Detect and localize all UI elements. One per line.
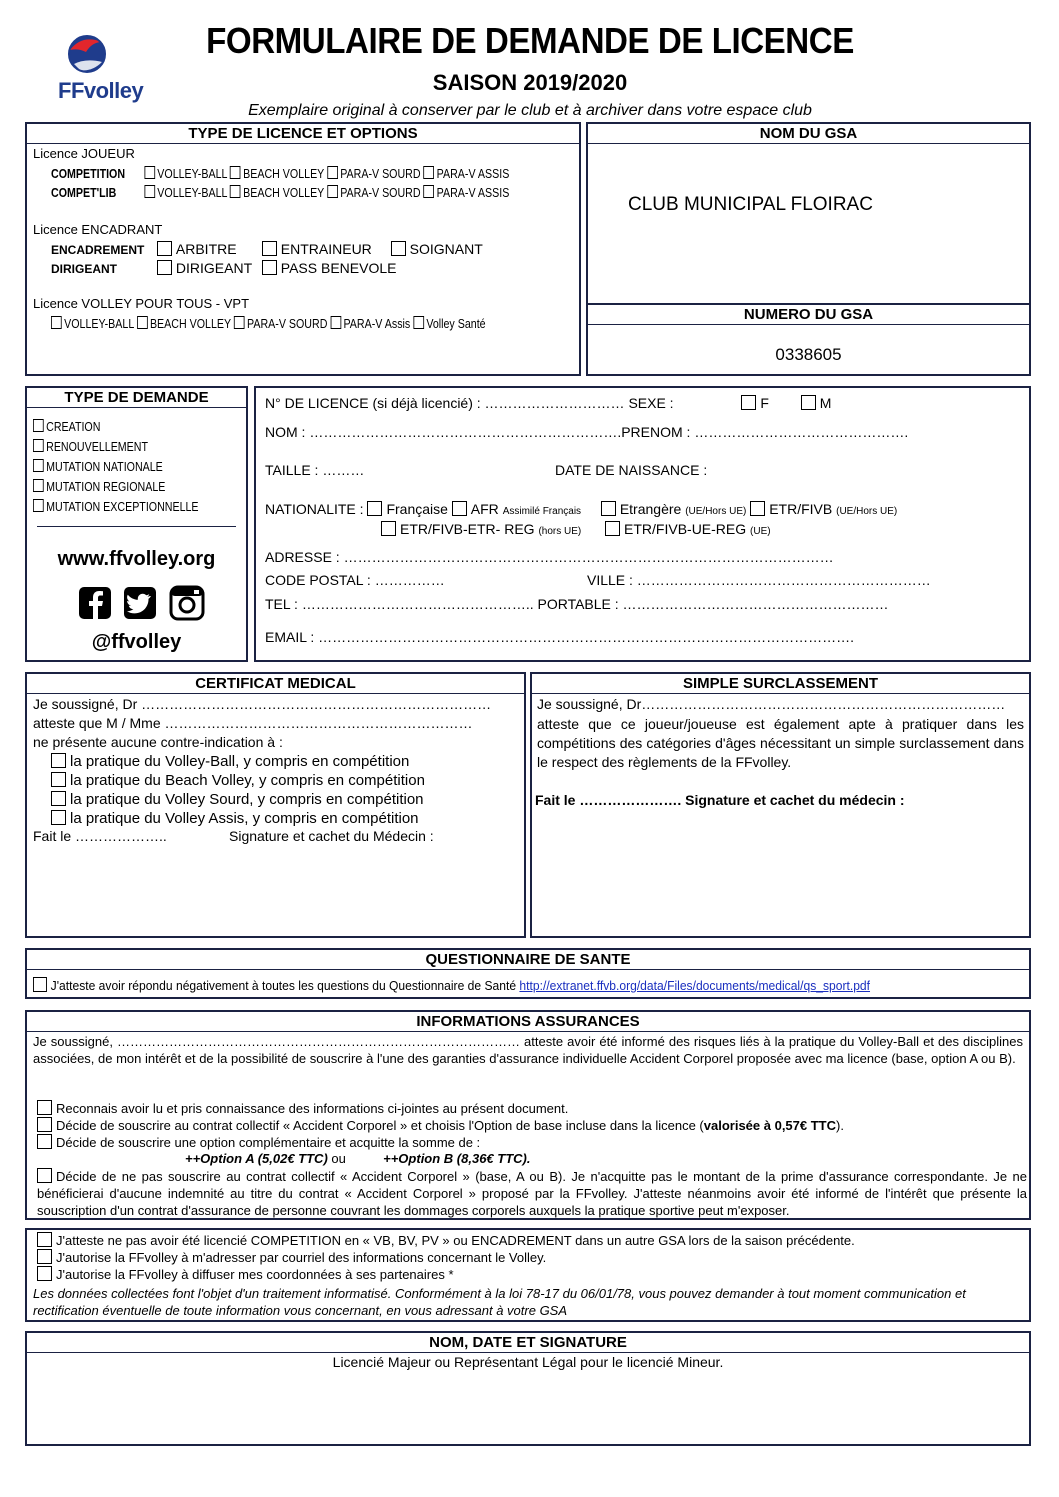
option-label: ENTRAINEUR (280, 241, 372, 257)
etr-fivb-ue-reg-checkbox[interactable] (605, 521, 620, 536)
surcl-text: atteste que ce joueur/joueuse est également apte à pratiquer dans les compétitions des catégories d'âges nécessitant un simple surclassement dans le respect des règlements de la FFvolley. (537, 716, 1024, 770)
licence-joueur-label: Licence JOUEUR (33, 146, 135, 161)
option-label: ARBITRE (175, 241, 237, 257)
identity-section (254, 386, 1031, 662)
adresse-field[interactable]: ADRESSE : …………………………………………………………………………………………… (265, 549, 834, 565)
signature-text: Licencié Majeur ou Représentant Légal pour le licencié Mineur. (332, 1354, 724, 1370)
cert-option-beach (51, 772, 425, 789)
item-text: J'autorise la FFvolley à diffuser mes coordonnées à ses partenaires * (56, 1267, 454, 1282)
divider (27, 1352, 1029, 1353)
nationalite-row-2 (381, 521, 771, 537)
option-label: BEACH VOLLEY (243, 185, 325, 200)
option-note: (UE) (750, 526, 771, 537)
competition-label: COMPETITION (51, 166, 126, 181)
cert-line-doctor[interactable]: Je soussigné, Dr ………………………………………………………………… (33, 696, 492, 712)
social-handle: @ffvolley (91, 631, 182, 653)
competlib-volleyball-checkbox[interactable] (144, 185, 155, 198)
assurance-section (25, 1010, 1031, 1220)
option-label: BEACH VOLLEY (149, 316, 231, 331)
attestation-2 (37, 1249, 546, 1265)
vpt-parav-assis-checkbox[interactable] (330, 316, 341, 329)
facebook-icon[interactable] (79, 587, 111, 619)
cert-volleyball-checkbox[interactable] (51, 753, 66, 768)
rgpd-note: Les données collectées font l'objet d'un traitement informatisé. Conformément à la loi 78-17 du 06/01/78, vous pouvez demander à tout moment communication et rectification éventuelle de toute information vous concernant, en vous adressant à votre GSA (33, 1286, 966, 1318)
assurance-item-1 (37, 1100, 568, 1116)
gsa-name-heading: NOM DU GSA (588, 124, 1029, 144)
demande-mutation-nationale (33, 459, 163, 474)
option-label: VOLLEY-BALL (157, 185, 228, 200)
option-label: CREATION (46, 419, 101, 434)
option-label: PARA-V SOURD (340, 166, 421, 181)
mutation-nationale-checkbox[interactable] (33, 459, 44, 472)
etrangere-checkbox[interactable] (601, 501, 616, 516)
questionnaire-link[interactable]: http://extranet.ffvb.org/data/Files/documents/medical/qs_sport.pdf (519, 978, 871, 993)
option-label: RENOUVELLEMENT (46, 439, 149, 454)
signature-area[interactable] (27, 1373, 1029, 1444)
cert-option-volleyball (51, 753, 409, 770)
licence-encadrant-label: Licence ENCADRANT (33, 222, 163, 237)
option-label: Volley Santé (426, 316, 486, 331)
item-text: Reconnais avoir lu et pris connaissance des informations ci-jointes au présent document. (56, 1101, 569, 1116)
sante-heading: QUESTIONNAIRE DE SANTE (27, 950, 1029, 970)
ffvolley-logo (52, 28, 144, 106)
cert-line-patient[interactable]: atteste que M / Mme ………………………………………………………… (33, 715, 473, 731)
gsa-number-heading: NUMERO DU GSA (588, 305, 1029, 325)
option-label: la pratique du Beach Volley, y compris en compétition (70, 772, 425, 789)
option-label: VOLLEY-BALL (64, 316, 134, 331)
item-text: Décide de souscrire une option complémentaire et acquitte la somme de : (56, 1135, 481, 1150)
taille-field[interactable]: TAILLE : ……… (265, 462, 365, 478)
encadrement-label: ENCADREMENT (51, 243, 145, 257)
option-or: ou (331, 1151, 346, 1166)
mutation-exceptionnelle-checkbox[interactable] (33, 499, 44, 512)
option-label: ETR/FIVB-ETR- REG (400, 521, 535, 537)
attestation-1-checkbox[interactable] (37, 1232, 52, 1247)
afr-checkbox[interactable] (452, 501, 467, 516)
competition-parav-assis-checkbox[interactable] (424, 166, 435, 179)
item-bold: valorisée à 0,57€ TTC (703, 1118, 837, 1133)
option-label: SOIGNANT (409, 241, 483, 257)
entraineur-checkbox[interactable] (262, 241, 277, 256)
demande-mutation-exceptionnelle (33, 499, 199, 514)
date-naissance-field[interactable]: DATE DE NAISSANCE : (555, 462, 708, 478)
demande-type-heading: TYPE DE DEMANDE (27, 388, 246, 408)
option-b-label[interactable]: ++Option B (8,36€ TTC). (383, 1151, 531, 1166)
option-label: la pratique du Volley Assis, y compris en compétition (70, 810, 419, 827)
attestation-3 (37, 1266, 454, 1282)
demande-renouvellement (33, 439, 148, 454)
cert-option-sourd (51, 791, 424, 808)
creation-checkbox[interactable] (33, 419, 44, 432)
dirigeant-row (51, 260, 396, 276)
option-label: MUTATION NATIONALE (46, 459, 163, 474)
option-label: PASS BENEVOLE (280, 260, 397, 276)
option-label: ETR/FIVB-UE-REG (624, 521, 747, 537)
gsa-number-value: 0338605 (775, 345, 842, 364)
surclassement-heading: SIMPLE SURCLASSEMENT (532, 674, 1029, 694)
signature-section (25, 1331, 1031, 1446)
cert-beach-checkbox[interactable] (51, 772, 66, 787)
option-label: PARA-V Assis (343, 316, 411, 331)
surcl-fait-le[interactable]: Fait le …………………. Signature et cachet du médecin : (535, 792, 905, 808)
item-text: J'atteste ne pas avoir été licencié COMPETITION en « VB, BV, PV » ou ENCADREMENT dans un autre GSA lors de la saison précédente. (56, 1233, 855, 1248)
option-complementaire-checkbox[interactable] (37, 1134, 52, 1149)
cert-assis-checkbox[interactable] (51, 810, 66, 825)
option-label: DIRIGEANT (175, 260, 253, 276)
assurance-intro: Je soussigné, ………………………………………………………………………………… atteste avoir été informé des risques liés à la pratique du Volley-Ball et des disciplines associées, de mon intérêt et de la possibilité de souscrire à l'une des garanties d'assurance individuelle Accident Corporel proposée avec ma licence (base, option A ou B). (33, 1034, 1023, 1066)
gsa-name-value: CLUB MUNICIPAL FLOIRAC (628, 194, 873, 215)
option-label: PARA-V SOURD (247, 316, 328, 331)
demande-creation (33, 419, 100, 434)
option-label: PARA-V ASSIS (436, 185, 510, 200)
no-assurance-checkbox[interactable] (37, 1168, 52, 1183)
vpt-row (51, 316, 486, 331)
licence-type-heading: TYPE DE LICENCE ET OPTIONS (27, 124, 579, 144)
option-label: Etrangère (619, 501, 682, 517)
etr-fivb-etr-reg-checkbox[interactable] (381, 521, 396, 536)
assurance-item-4 (37, 1168, 1027, 1219)
divider (37, 526, 236, 527)
licence-vpt-label: Licence VOLLEY POUR TOUS - VPT (33, 296, 250, 311)
sexe-m-checkbox[interactable] (801, 395, 816, 410)
assurance-item-2 (37, 1117, 844, 1133)
vpt-volley-sante-checkbox[interactable] (413, 316, 424, 329)
option-note: Assimilé Français (502, 506, 582, 517)
sante-text: J'atteste avoir répondu négativement à toutes les questions du Questionnaire de Santé (50, 978, 517, 993)
vpt-volleyball-checkbox[interactable] (51, 316, 62, 329)
vpt-parav-sourd-checkbox[interactable] (234, 316, 245, 329)
sexe-m-label: M (819, 395, 832, 411)
option-note: (hors UE) (538, 526, 582, 537)
sexe-f-checkbox[interactable] (741, 395, 756, 410)
assurance-heading: INFORMATIONS ASSURANCES (27, 1012, 1029, 1032)
page-subtitle: Exemplaire original à conserver par le club et à archiver dans votre espace club (248, 102, 812, 119)
cert-fait-le[interactable]: Fait le ……………….. (33, 828, 167, 844)
ffvolley-emblem-icon (52, 28, 122, 80)
signature-heading: NOM, DATE ET SIGNATURE (429, 1334, 627, 1351)
email-field[interactable]: EMAIL : ……………………………………………………………………………………………………. (265, 629, 855, 645)
soignant-checkbox[interactable] (391, 241, 406, 256)
nationalite-label: NATIONALITE : (265, 501, 364, 517)
option-label: ETR/FIVB (769, 501, 833, 517)
gsa-name-section (586, 122, 1031, 305)
option-label: MUTATION EXCEPTIONNELLE (46, 499, 199, 514)
joueur-competition-row (51, 166, 509, 181)
option-label: VOLLEY-BALL (157, 166, 228, 181)
item-text: Décide de ne pas souscrire au contrat collectif « Accident Corporel » (base, A ou B). Je n'acquitte pas le montant de la prime d'assurance correspondante. Je ne bénéficierai d'aucune indemnité au titre du contrat « Accident Corporel » proposé par la FFvolley. J'atteste néanmoins avoir été informé de l'intérêt que présente la souscription d'un contrat d'assurance de personne couvrant les dommages corporels auxquels la pratique sportive peut m'exposer. (37, 1169, 1027, 1218)
twitter-icon[interactable] (124, 587, 156, 619)
instagram-icon[interactable] (171, 587, 203, 619)
etr-fivb-checkbox[interactable] (750, 501, 765, 516)
option-label: la pratique du Volley-Ball, y compris en compétition (70, 753, 410, 770)
reconnais-checkbox[interactable] (37, 1100, 52, 1115)
competlib-parav-assis-checkbox[interactable] (424, 185, 435, 198)
surclassement-section (530, 672, 1031, 938)
option-label: MUTATION REGIONALE (46, 479, 166, 494)
item-text: J'autorise la FFvolley à m'adresser par courriel des informations concernant le Volley. (56, 1250, 547, 1265)
certificat-heading: CERTIFICAT MEDICAL (27, 674, 524, 694)
website-link[interactable]: www.ffvolley.org (57, 548, 216, 570)
option-base-checkbox[interactable] (37, 1117, 52, 1132)
attestation-1 (37, 1232, 855, 1248)
gsa-number-section (586, 303, 1031, 376)
option-a-label[interactable]: ++Option A (5,02€ TTC) (185, 1151, 328, 1166)
social-icons (77, 585, 207, 621)
item-text: ). (836, 1118, 844, 1133)
option-label: AFR (470, 501, 499, 517)
arbitre-checkbox[interactable] (157, 241, 172, 256)
option-note: (UE/Hors UE) (836, 506, 898, 517)
certificat-section (25, 672, 526, 938)
competition-beach-checkbox[interactable] (230, 166, 241, 179)
brand-wordmark: FFvolley (58, 78, 144, 103)
nom-prenom-field[interactable]: NOM : ………………………………………………………….PRENOM : ………………………………………. (265, 424, 909, 440)
option-label: Française (386, 501, 448, 517)
vpt-beach-checkbox[interactable] (137, 316, 148, 329)
mutation-regionale-checkbox[interactable] (33, 479, 44, 492)
attestation-2-checkbox[interactable] (37, 1249, 52, 1264)
renouvellement-checkbox[interactable] (33, 439, 44, 452)
demande-mutation-regionale (33, 479, 165, 494)
competlib-beach-checkbox[interactable] (230, 185, 241, 198)
cert-sourd-checkbox[interactable] (51, 791, 66, 806)
demande-type-section (25, 386, 248, 662)
cert-line-intro: ne présente aucune contre-indication à : (33, 734, 283, 750)
attestations-section (25, 1228, 1031, 1322)
dirigeant-checkbox[interactable] (157, 260, 172, 275)
option-label: la pratique du Volley Sourd, y compris en compétition (70, 791, 424, 808)
sante-checkbox[interactable] (33, 977, 47, 992)
competition-volleyball-checkbox[interactable] (144, 166, 155, 179)
cert-signature-label: Signature et cachet du Médecin : (229, 828, 434, 844)
code-postal-field[interactable]: CODE POSTAL : …………… (265, 572, 445, 588)
dirigeant-label: DIRIGEANT (51, 262, 117, 276)
option-label: PARA-V SOURD (340, 185, 421, 200)
sante-section (25, 948, 1031, 999)
joueur-competlib-row (51, 185, 509, 200)
page-title: FORMULAIRE DE DEMANDE DE LICENCE (206, 20, 854, 61)
tel-portable-field[interactable]: TEL : ………………………………………….. PORTABLE : ………………………………………………… (265, 596, 889, 612)
option-label: BEACH VOLLEY (243, 166, 325, 181)
cert-option-assis (51, 810, 419, 827)
ville-field[interactable]: VILLE : ……………………………………………………… (587, 572, 931, 588)
assurance-item-3 (37, 1134, 480, 1150)
option-label: PARA-V ASSIS (436, 166, 510, 181)
competlib-parav-sourd-checkbox[interactable] (327, 185, 338, 198)
option-note: (UE/Hors UE) (685, 506, 747, 517)
surcl-line-doctor[interactable]: Je soussigné, Dr…………………………………………………………………… (537, 696, 1006, 712)
francaise-checkbox[interactable] (367, 501, 382, 516)
pass-benevole-checkbox[interactable] (262, 260, 277, 275)
competition-parav-sourd-checkbox[interactable] (327, 166, 338, 179)
sante-row (33, 977, 870, 993)
season-label: SAISON 2019/2020 (432, 70, 628, 95)
licence-number-label: N° DE LICENCE (si déjà licencié) : ………………………… SEXE : (265, 395, 674, 411)
nationalite-row-1 (265, 501, 897, 517)
attestation-3-checkbox[interactable] (37, 1266, 52, 1281)
competlib-label: COMPET'LIB (51, 185, 117, 200)
encadrement-row (51, 241, 483, 257)
assurance-options (185, 1151, 530, 1166)
licence-type-section (25, 122, 581, 376)
licence-number-field[interactable] (265, 395, 831, 411)
item-text: Décide de souscrire au contrat collectif « Accident Corporel » et choisis l'Option de base incluse dans la licence ( (56, 1118, 704, 1133)
sexe-f-label: F (760, 395, 769, 411)
